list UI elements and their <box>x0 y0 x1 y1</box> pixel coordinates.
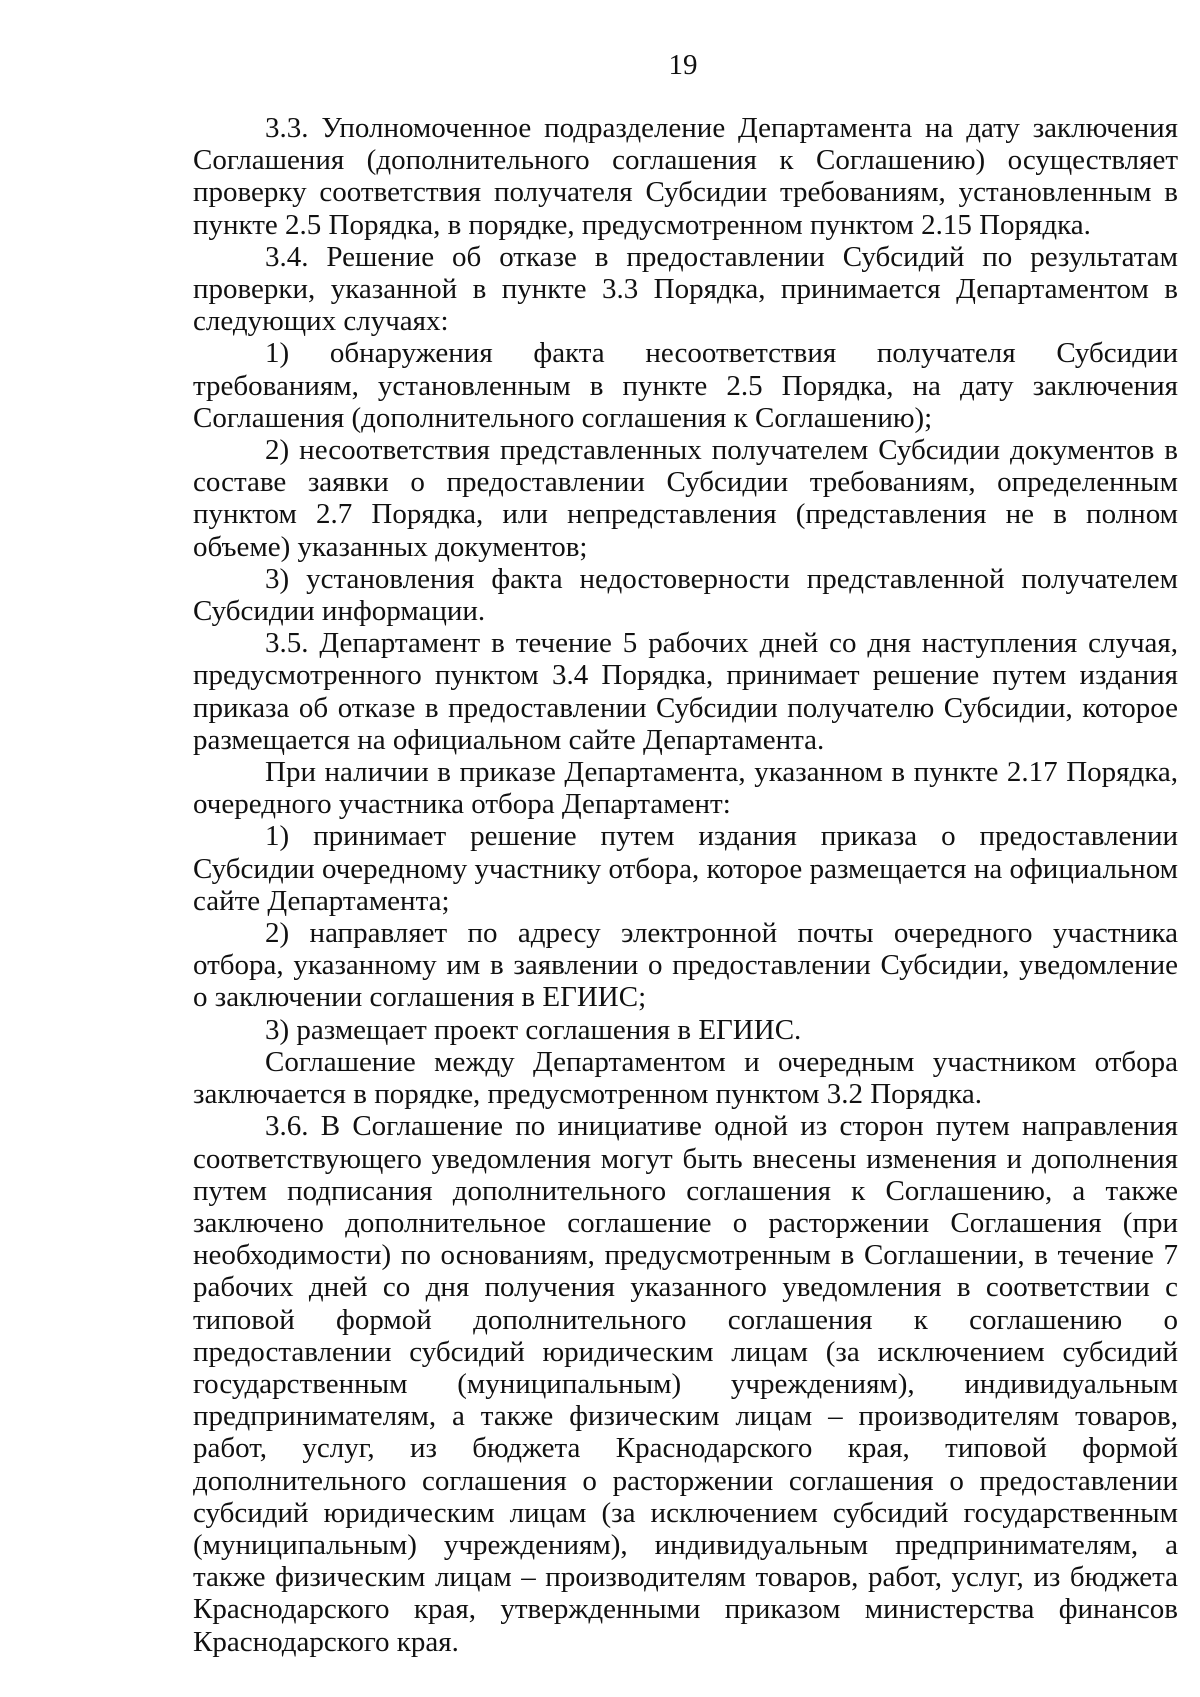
paragraph-agreement-conclusion: Соглашение между Департаментом и очередным участником отбора заключается в порядке, предусмотренном пунктом 3.2 Порядка. <box>193 1045 1178 1111</box>
paragraph-next-participant-item-1: 1) принимает решение путем издания приказа о предоставлении Субсидии очередному участнику отбора, которое размещается на официальном сайте Департамента; <box>193 820 1178 917</box>
paragraph-3-4-item-2: 2) несоответствия представленных получателем Субсидии документов в составе заявки о предоставлении Субсидии требованиям, определенным пунктом 2.7 Порядка, или непредставления (представления не в полном объеме) указанных документов; <box>193 434 1178 563</box>
paragraph-next-participant-item-2: 2) направляет по адресу электронной почты очередного участника отбора, указанному им в заявлении о предоставлении Субсидии, уведомление о заключении соглашения в ЕГИИС; <box>193 917 1178 1014</box>
paragraph-3-4: 3.4. Решение об отказе в предоставлении Субсидий по результатам проверки, указанной в пункте 3.3 Порядка, принимается Департаментом в следующих случаях: <box>193 240 1178 338</box>
document-body <box>193 112 1178 1658</box>
paragraph-3-4-item-1: 1) обнаружения факта несоответствия получателя Субсидии требованиям, установленным в пункте 2.5 Порядка, на дату заключения Соглашения (дополнительного соглашения к Соглашению); <box>193 337 1178 434</box>
paragraph-3-5: 3.5. Департамент в течение 5 рабочих дней со дня наступления случая, предусмотренного пунктом 3.4 Порядка, принимает решение путем издания приказа об отказе в предоставлении Субсидии получателю Субсидии, которое размещается на официальном сайте Департамента. <box>193 627 1178 756</box>
paragraph-next-participant-item-3: 3) размещает проект соглашения в ЕГИИС. <box>265 1013 802 1046</box>
paragraph-3-6: 3.6. В Соглашение по инициативе одной из сторон путем направления соответствующего уведомления могут быть внесены изменения и дополнения путем подписания дополнительного соглашения к Соглашению, а также заключено дополнительное соглашение о расторжении Соглашения (при необходимости) по основаниям, предусмотренным в Соглашении, в течение 7 рабочих дней со дня получения указанного уведомления в соответствии с типовой формой дополнительного соглашения к соглашению о предоставлении субсидий юридическим лицам (за исключением субсидий государственным (муниципальным) учреждениям), индивидуальным предпринимателям, а также физическим лицам – производителям товаров, работ, услуг, из бюджета Краснодарского края, типовой формой дополнительного соглашения о расторжении соглашения о предоставлении субсидий юридическим лицам (за исключением субсидий государственным (муниципальным) учреждениям), индивидуальным предпринимателям, а также физическим лицам – производителям товаров, работ, услуг, из бюджета Краснодарского края, утвержденными приказом министерства финансов Краснодарского края. <box>193 1110 1178 1658</box>
page-number: 19 <box>668 49 698 81</box>
paragraph-3-4-item-3: 3) установления факта недостоверности представленной получателем Субсидии информации. <box>193 562 1178 628</box>
paragraph-3-3: 3.3. Уполномоченное подразделение Департамента на дату заключения Соглашения (дополнительного соглашения к Соглашению) осуществляет проверку соответствия получателя Субсидии требованиям, установленным в пункте 2.5 Порядка, в порядке, предусмотренном пунктом 2.15 Порядка. <box>193 112 1178 241</box>
paragraph-next-participant: При наличии в приказе Департамента, указанном в пункте 2.17 Порядка, очередного участника отбора Департамент: <box>193 756 1178 821</box>
